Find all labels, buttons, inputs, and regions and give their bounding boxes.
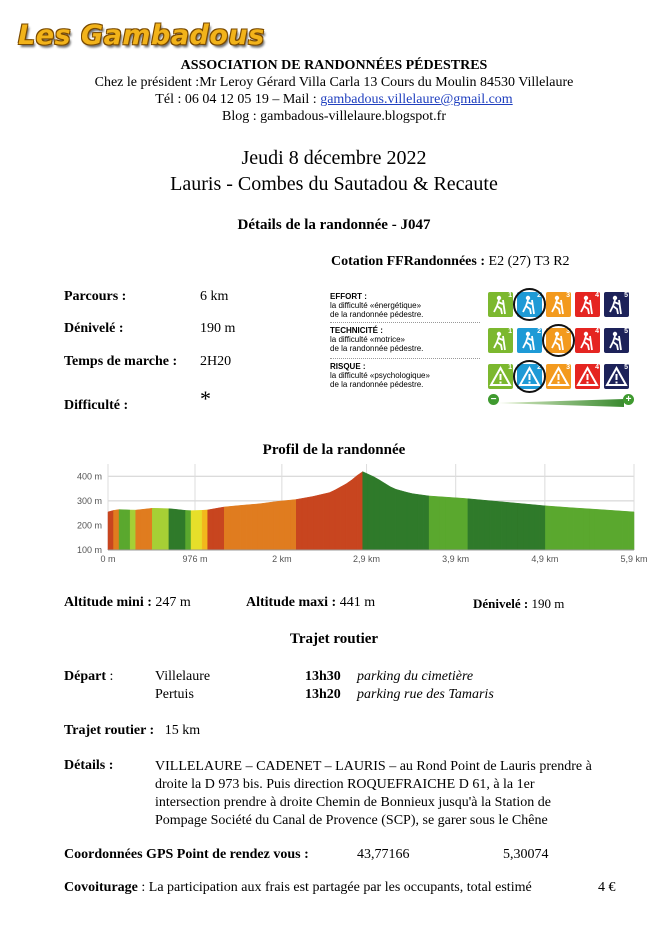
divider xyxy=(330,358,480,359)
selected-level-ring xyxy=(542,324,575,357)
depart-where-2: parking rue des Tamaris xyxy=(357,687,494,702)
profile-band xyxy=(462,498,468,550)
profile-band xyxy=(269,502,275,550)
covoiturage-line xyxy=(64,880,532,896)
scale-wedge xyxy=(490,398,632,408)
gps-label: Coordonnées GPS Point de rendez vous : xyxy=(64,847,309,862)
profile-band xyxy=(390,487,396,550)
profile-band xyxy=(202,510,208,550)
x-tick-label: 2,9 km xyxy=(353,554,381,564)
denivele-label: Dénivelé : xyxy=(64,321,124,336)
warning-level-3-icon xyxy=(546,364,571,389)
profile-band xyxy=(341,484,347,550)
profile-band xyxy=(446,497,452,550)
details-text xyxy=(155,758,645,830)
profile-band xyxy=(523,504,529,550)
details-line: Pompage Société du Canal de Provence (SCP), se garer sous le Chêne xyxy=(155,813,548,828)
altitude-maxi-value: 441 m xyxy=(339,595,376,610)
profile-band xyxy=(158,508,164,550)
profile-band xyxy=(174,509,180,550)
effort-title: EFFORT : xyxy=(330,292,367,301)
difficulte-label: Difficulté : xyxy=(64,398,129,413)
plus-icon: + xyxy=(623,394,634,405)
depart-label-text: Départ xyxy=(64,669,106,684)
warning-level-4-icon xyxy=(575,364,600,389)
hike-date: Jeudi 8 décembre 2022 xyxy=(241,147,427,169)
profile-band xyxy=(136,509,142,550)
depart-time-1: 13h30 xyxy=(305,669,341,684)
profile-band xyxy=(357,472,363,550)
elevation-profile-svg xyxy=(62,458,648,568)
level-number: 5 xyxy=(624,364,628,371)
profile-band xyxy=(163,509,169,550)
profile-band xyxy=(429,496,435,550)
hiker-level-3-icon xyxy=(546,292,571,317)
profile-band xyxy=(208,509,214,550)
profile-band xyxy=(551,506,557,550)
x-tick-label: 4,9 km xyxy=(531,554,559,564)
parcours-label: Parcours : xyxy=(64,289,127,304)
profile-band xyxy=(274,501,280,550)
profile-band xyxy=(329,490,335,550)
profile-band xyxy=(147,508,153,550)
parcours-value: 6 km xyxy=(200,289,229,304)
effort-line2: de la randonnée pédestre. xyxy=(330,310,424,319)
details-label: Détails : xyxy=(64,758,114,773)
level-number: 4 xyxy=(595,292,599,299)
x-tick-label: 976 m xyxy=(182,554,208,564)
profile-band xyxy=(186,510,192,550)
profile-band xyxy=(401,491,407,550)
y-tick-label: 400 m xyxy=(76,471,102,482)
profile-band xyxy=(324,493,330,550)
profile-band xyxy=(556,507,562,550)
level-number: 3 xyxy=(566,328,570,335)
profile-band xyxy=(252,504,258,550)
profile-band xyxy=(246,504,252,550)
profile-band xyxy=(579,508,585,550)
profile-band xyxy=(130,510,136,550)
trajet-heading: Trajet routier xyxy=(289,631,379,647)
technicite-description xyxy=(330,326,423,353)
profile-band xyxy=(219,507,225,550)
profile-band xyxy=(285,500,291,550)
profile-band xyxy=(490,501,496,550)
profile-band xyxy=(224,506,230,550)
profile-band xyxy=(197,510,203,550)
profile-band xyxy=(590,509,596,550)
trajet-routier-label: Trajet routier : xyxy=(64,723,155,738)
selected-level-ring xyxy=(513,360,546,393)
profile-band xyxy=(540,505,546,550)
y-tick-label: 100 m xyxy=(76,545,102,555)
temps-label: Temps de marche : xyxy=(64,354,178,369)
profile-band xyxy=(368,474,374,550)
profile-band xyxy=(485,500,491,550)
profile-band xyxy=(280,501,286,550)
profile-band xyxy=(573,508,579,550)
level-number: 3 xyxy=(566,364,570,371)
profile-band xyxy=(606,510,612,550)
hiker-level-4-icon xyxy=(575,328,600,353)
profile-band xyxy=(612,510,618,550)
effort-description xyxy=(330,292,423,319)
profile-band xyxy=(418,494,424,550)
profile-band xyxy=(623,511,629,550)
altitude-mini-value: 247 m xyxy=(155,595,191,610)
profile-band xyxy=(291,499,297,550)
profile-band xyxy=(562,507,568,550)
temps-value: 2H20 xyxy=(200,354,232,369)
profile-band xyxy=(534,505,540,550)
elevation-profile-chart xyxy=(62,458,648,568)
technicite-line2: de la randonnée pédestre. xyxy=(330,344,424,353)
association-name: ASSOCIATION DE RANDONNÉES PÉDESTRES xyxy=(180,58,488,73)
level-number: 1 xyxy=(508,328,512,335)
profile-band xyxy=(307,496,313,550)
technicite-title: TECHNICITÉ : xyxy=(330,326,383,335)
profile-band xyxy=(512,503,518,550)
x-tick-label: 5,9 km xyxy=(620,554,648,564)
level-number: 2 xyxy=(537,292,541,299)
phone-text: Tél : 06 04 12 05 19 – Mail : xyxy=(155,92,321,107)
x-tick-label: 2 km xyxy=(272,554,292,564)
profile-band xyxy=(108,510,114,550)
hike-route: Lauris - Combes du Sautadou & Recaute xyxy=(170,173,498,195)
level-number: 5 xyxy=(624,328,628,335)
profile-band xyxy=(457,498,463,550)
profile-band xyxy=(385,483,391,550)
profile-band xyxy=(335,487,341,550)
covoiturage-text: : La participation aux frais est partagée par les occupants, total estimé xyxy=(137,880,532,895)
profile-band xyxy=(313,495,319,550)
profile-band xyxy=(169,509,175,550)
altitude-denivele-value: 190 m xyxy=(531,596,565,611)
profile-band xyxy=(451,497,457,550)
profile-band xyxy=(125,510,131,550)
depart-label xyxy=(64,669,113,685)
hiker-level-5-icon xyxy=(604,328,629,353)
level-number: 5 xyxy=(624,292,628,299)
profile-band xyxy=(496,501,502,550)
details-heading: Détails de la randonnée - J047 xyxy=(237,217,431,233)
effort-line1: la difficulté «énergétique» xyxy=(330,301,422,310)
profile-band xyxy=(545,506,551,550)
risque-title: RISQUE : xyxy=(330,362,366,371)
divider xyxy=(330,322,480,323)
profile-band xyxy=(346,480,352,550)
logo: Les Gambadous xyxy=(18,20,265,51)
depart-place-2: Pertuis xyxy=(155,687,194,702)
hiker-level-2-icon xyxy=(517,328,542,353)
president-address: Chez le président :Mr Leroy Gérard Villa Carla 13 Cours du Moulin 84530 Villelaure xyxy=(94,75,574,90)
profile-band xyxy=(141,509,147,550)
hiker-level-5-icon xyxy=(604,292,629,317)
profile-band xyxy=(617,511,623,550)
contact-line xyxy=(0,92,668,108)
hiker-level-4-icon xyxy=(575,292,600,317)
x-tick-label: 3,9 km xyxy=(442,554,470,564)
trajet-routier xyxy=(64,723,200,739)
email-link[interactable]: gambadous.villelaure@gmail.com xyxy=(320,92,513,107)
ffrando-difficulty-table xyxy=(330,282,640,412)
details-line: VILLELAURE – CADENET – LAURIS – au Rond Point de Lauris prendre à xyxy=(155,759,592,774)
altitude-denivele xyxy=(473,596,564,612)
profile-band xyxy=(352,475,358,550)
depart-where-1: parking du cimetière xyxy=(357,669,474,684)
profile-band xyxy=(302,497,308,550)
difficulte-value: * xyxy=(200,386,211,411)
profile-band xyxy=(479,500,485,550)
profile-band xyxy=(473,499,479,550)
profile-band xyxy=(507,502,513,550)
gps-latitude: 43,77166 xyxy=(357,847,410,862)
level-number: 3 xyxy=(566,292,570,299)
profile-band xyxy=(501,502,507,550)
hiker-level-1-icon xyxy=(488,292,513,317)
profile-band xyxy=(595,509,601,550)
altitude-mini-label: Altitude mini : xyxy=(64,595,152,610)
profile-band xyxy=(114,510,120,550)
level-number: 1 xyxy=(508,364,512,371)
profile-band xyxy=(213,508,219,550)
level-number: 4 xyxy=(595,328,599,335)
profile-band xyxy=(191,510,197,550)
details-line: droite la D 973 bis. Puis direction ROQUEFRAICHE D 61, à la 1er xyxy=(155,777,535,792)
altitude-denivele-label: Dénivelé : xyxy=(473,596,529,611)
profile-band xyxy=(440,497,446,550)
profile-band xyxy=(235,505,241,550)
level-number: 4 xyxy=(595,364,599,371)
trajet-routier-value: 15 km xyxy=(164,723,201,738)
level-number: 2 xyxy=(537,364,541,371)
profile-band xyxy=(152,508,158,550)
covoiturage-amount: 4 € xyxy=(598,880,616,895)
altitude-mini xyxy=(64,595,191,611)
depart-place-1: Villelaure xyxy=(155,669,211,684)
profile-band xyxy=(584,509,590,550)
gps-longitude: 5,30074 xyxy=(503,847,549,862)
profile-band xyxy=(318,494,324,550)
warning-level-1-icon xyxy=(488,364,513,389)
profile-band xyxy=(568,507,574,550)
warning-level-5-icon xyxy=(604,364,629,389)
cotation-value: E2 (27) T3 R2 xyxy=(488,254,570,269)
profile-band xyxy=(230,506,236,550)
altitude-maxi-label: Altitude maxi : xyxy=(246,595,337,610)
risque-line2: de la randonnée pédestre. xyxy=(330,380,424,389)
profile-band xyxy=(296,498,302,550)
y-tick-label: 200 m xyxy=(76,520,102,531)
selected-level-ring xyxy=(513,288,546,321)
profile-band xyxy=(363,472,369,550)
profile-band xyxy=(180,510,186,550)
profile-band xyxy=(518,503,524,550)
profile-band xyxy=(379,480,385,550)
level-number: 1 xyxy=(508,292,512,299)
minus-icon: − xyxy=(488,394,499,405)
difficulty-scale xyxy=(490,395,632,405)
hiker-level-1-icon xyxy=(488,328,513,353)
risque-description xyxy=(330,362,430,389)
altitude-maxi xyxy=(246,595,375,611)
profile-band xyxy=(374,477,380,550)
depart-time-2: 13h20 xyxy=(305,687,341,702)
technicite-line1: la difficulté «motrice» xyxy=(330,335,405,344)
cotation-line xyxy=(331,254,570,270)
profile-band xyxy=(529,504,535,550)
profile-heading: Profil de la randonnée xyxy=(262,442,406,458)
blog-line: Blog : gambadous-villelaure.blogspot.fr xyxy=(222,109,446,124)
profile-band xyxy=(241,505,247,550)
profile-band xyxy=(396,489,402,550)
level-number: 2 xyxy=(537,328,541,335)
profile-band xyxy=(424,495,430,550)
cotation-label: Cotation FFRandonnées : xyxy=(331,254,486,269)
profile-band xyxy=(628,512,634,550)
profile-band xyxy=(119,510,125,550)
denivele-value: 190 m xyxy=(200,321,236,336)
profile-band xyxy=(257,503,263,550)
covoiturage-label: Covoiturage xyxy=(64,880,138,895)
y-tick-label: 300 m xyxy=(76,495,102,506)
risque-line1: la difficulté «psychologique» xyxy=(330,371,430,380)
profile-band xyxy=(263,503,269,550)
profile-band xyxy=(407,492,413,550)
profile-band xyxy=(435,496,441,550)
profile-band xyxy=(413,494,419,550)
details-line: intersection prendre à droite Chemin de Bonnieux jusqu'à la Station de xyxy=(155,795,551,810)
profile-band xyxy=(468,499,474,550)
profile-band xyxy=(601,510,607,550)
x-tick-label: 0 m xyxy=(100,554,116,564)
depart-colon: : xyxy=(109,669,114,684)
